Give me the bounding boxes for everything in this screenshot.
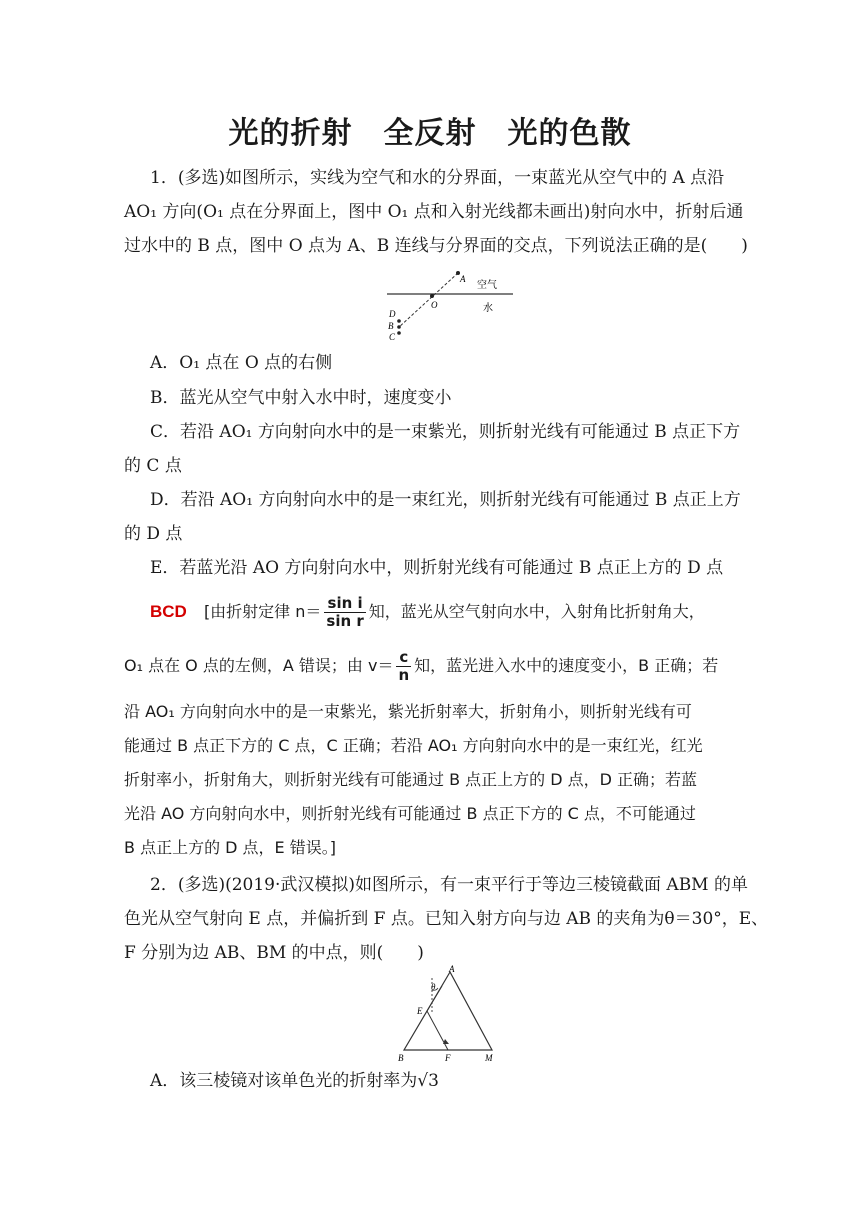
- point-d: [397, 319, 401, 323]
- q1-explanation-line-6: 光沿 AO 方向射向水中，则折射光线有可能通过 B 点正下方的 C 点，不可能通过: [124, 804, 696, 823]
- q2-prism-figure: [392, 964, 504, 1064]
- point-c: [397, 331, 401, 335]
- q2-option-a: A．该三棱镜对该单色光的折射率为√3: [150, 1071, 439, 1091]
- speed-numerator: c: [396, 649, 411, 667]
- q1-option-a: A．O₁ 点在 O 点的右侧: [150, 353, 333, 373]
- q2-stem-line-2: 色光从空气射向 E 点，并偏折到 F 点。已知入射方向与边 AB 的夹角为θ＝30°，E、: [124, 909, 769, 929]
- label-c: C: [389, 332, 396, 342]
- q1-option-c-line-1: C．若沿 AO₁ 方向射向水中的是一束紫光，则折射光线有可能通过 B 点正下方: [150, 422, 741, 442]
- label-water: 水: [483, 303, 493, 314]
- exp1-pre: [由折射定律 n＝: [203, 602, 322, 621]
- q1-explanation-line-1: [150, 595, 744, 630]
- speed-denominator: n: [398, 666, 410, 684]
- label-air: 空气: [477, 280, 497, 291]
- label-d: D: [389, 309, 396, 319]
- q1-explanation-line-7: B 点正上方的 D 点，E 错误。]: [124, 838, 336, 857]
- q1-explanation-line-4: 能通过 B 点正下方的 C 点，C 正确；若沿 AO₁ 方向射向水中的是一束红光，红光: [124, 736, 703, 755]
- q1-option-d-line-2: 的 D 点: [124, 524, 183, 544]
- q1-answer: BCD: [150, 602, 187, 621]
- q2-stem-line-3: F 分别为边 AB、BM 的中点，则( ): [124, 943, 424, 963]
- q1-option-b: B．蓝光从空气中射入水中时，速度变小: [150, 388, 452, 408]
- snell-fraction: [324, 595, 365, 630]
- q1-option-c-line-2: 的 C 点: [124, 456, 182, 476]
- snell-denominator: sin r: [326, 612, 364, 630]
- q1-explanation-line-5: 折射率小，折射角大，则折射光线有可能通过 B 点正上方的 D 点，D 正确；若蓝: [124, 770, 698, 789]
- q1-explanation-line-3: 沿 AO₁ 方向射向水中的是一束紫光，紫光折射率大，折射角小，则折射光线有可: [124, 702, 692, 721]
- label-m: M: [485, 1053, 493, 1063]
- q1-refraction-figure: [385, 268, 515, 346]
- label-theta: θ: [431, 982, 436, 992]
- page-title: 光的折射 全反射 光的色散: [228, 116, 632, 151]
- point-b: [397, 325, 401, 329]
- label-f: F: [445, 1053, 451, 1063]
- label-b: B: [398, 1053, 404, 1063]
- q1-stem-line-3: 过水中的 B 点，图中 O 点为 A、B 连线与分界面的交点，下列说法正确的是( ): [124, 236, 748, 256]
- exp1-post: 知，蓝光从空气射向水中，入射角比折射角大，: [368, 602, 705, 621]
- label-a: A: [449, 964, 455, 974]
- label-o: O: [431, 300, 438, 310]
- q1-stem-line-1: 1．(多选)如图所示，实线为空气和水的分界面，一束蓝光从空气中的 A 点沿: [150, 168, 725, 188]
- q1-option-d-line-1: D．若沿 AO₁ 方向射向水中的是一束红光，则折射光线有可能通过 B 点正上方: [150, 490, 741, 510]
- label-a: A: [460, 274, 466, 284]
- q1-explanation-line-2: [124, 649, 744, 684]
- label-b: B: [388, 321, 394, 331]
- q2-stem-line-1: 2．(多选)(2019·武汉模拟)如图所示，有一束平行于等边三棱镜截面 ABM 的单: [150, 875, 748, 895]
- exp2-pre: O₁ 点在 O 点的左侧，A 错误；由 v＝: [124, 656, 394, 675]
- snell-numerator: sin i: [324, 595, 365, 613]
- speed-fraction: [396, 649, 411, 684]
- q1-stem-line-2: AO₁ 方向(O₁ 点在分界面上，图中 O₁ 点和入射光线都未画出)射向水中，折射后通: [124, 202, 744, 222]
- exp2-post: 知，蓝光进入水中的速度变小，B 正确；若: [414, 656, 719, 675]
- a-b-dashed-line: [398, 273, 458, 328]
- refracted-ray: [427, 1011, 448, 1050]
- q1-option-e: E．若蓝光沿 AO 方向射向水中，则折射光线有可能通过 B 点正上方的 D 点: [150, 558, 724, 578]
- point-o: [430, 294, 434, 298]
- label-e: E: [417, 1006, 423, 1016]
